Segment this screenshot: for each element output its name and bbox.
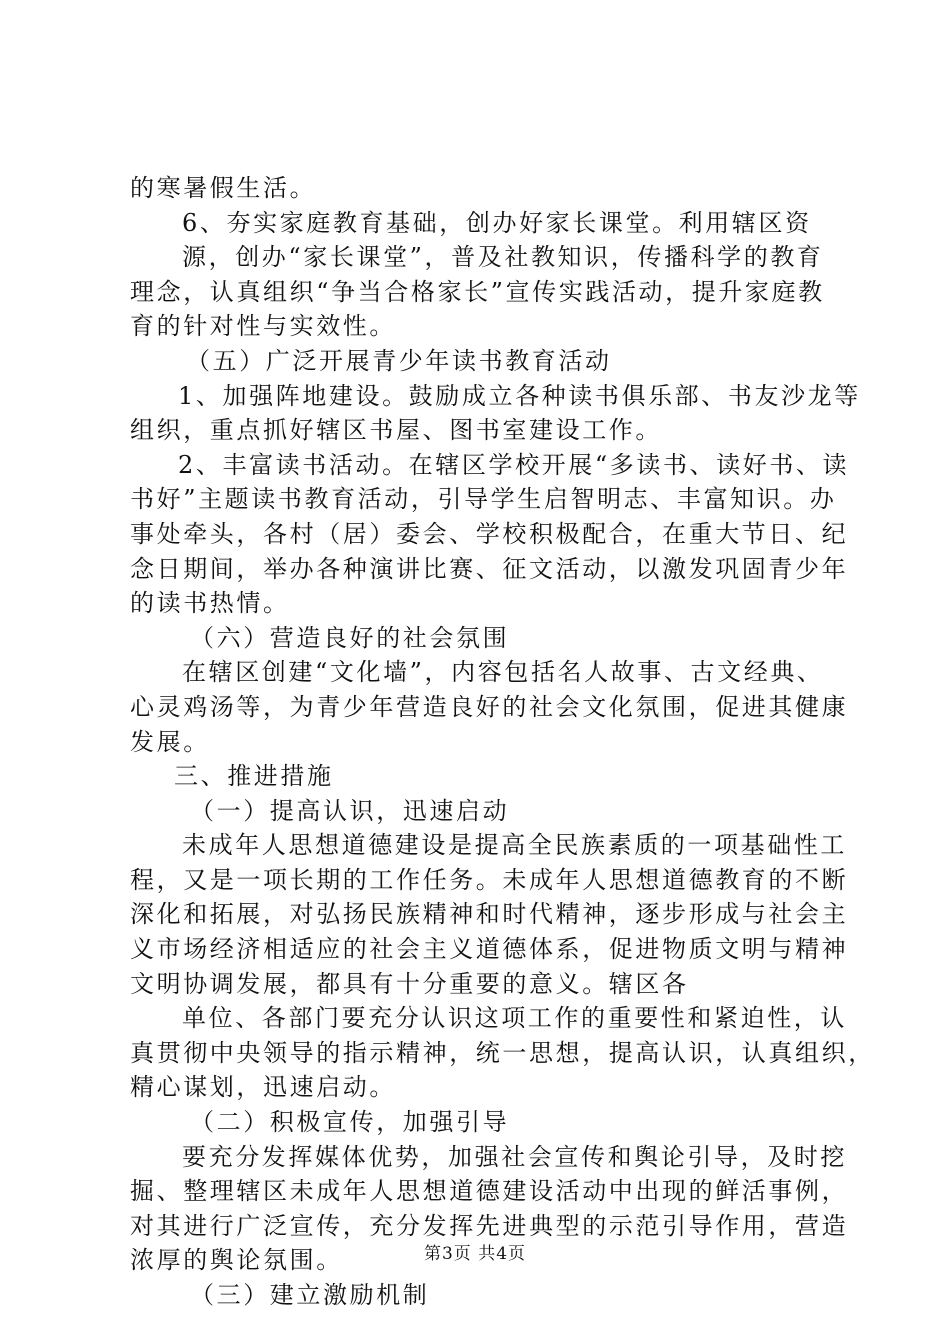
text-line: 义市场经济相适应的社会主义道德体系，促进物质文明与精神 (130, 935, 849, 964)
text-line: 书好”主题读书教育活动，引导学生启智明志、丰富知识。办 (130, 485, 837, 514)
text-line: 程，又是一项长期的工作任务。未成年人思想道德教育的不断 (130, 865, 849, 894)
text-line: 6、夯实家庭教育基础，创办好家长课堂。利用辖区资 (182, 208, 812, 237)
text-line: 心灵鸡汤等，为青少年营造良好的社会文化氛围，促进其健康 (130, 692, 849, 721)
section-heading: 三、推进措施 (174, 762, 334, 791)
text-line: 未成年人思想道德建设是提高全民族素质的一项基础性工 (182, 831, 847, 860)
text-line: 浓厚的舆论氛围。 (130, 1246, 343, 1275)
section-heading: （六）营造良好的社会氛围 (190, 623, 510, 652)
section-heading: （二）积极宣传，加强引导 (190, 1108, 510, 1137)
text-line: 念日期间，举办各种演讲比赛、征文活动，以激发巩固青少年 (130, 554, 849, 583)
text-line: 的读书热情。 (130, 589, 290, 618)
text-line: 掘、整理辖区未成年人思想道德建设活动中出现的鲜活事例， (130, 1177, 849, 1206)
text-line: 事处牵头，各村（居）委会、学校积极配合，在重大节日、纪 (130, 519, 849, 548)
text-line: 在辖区创建“文化墙”，内容包括名人故事、古文经典、 (182, 658, 824, 687)
text-line: 1、加强阵地建设。鼓励成立各种读书俱乐部、书友沙龙等 (178, 381, 861, 410)
text-line: 对其进行广泛宣传，充分发挥先进典型的示范引导作用，营造 (130, 1211, 849, 1240)
text-line: 深化和拓展，对弘扬民族精神和时代精神，逐步形成与社会主 (130, 900, 849, 929)
text-line: 源，创办“家长课堂”，普及社教知识，传播科学的教育 (182, 243, 824, 272)
text-line: 单位、各部门要充分认识这项工作的重要性和紧迫性，认 (182, 1004, 847, 1033)
text-line: 发展。 (130, 727, 210, 756)
text-line: 精心谋划，迅速启动。 (130, 1073, 396, 1102)
text-line: 真贯彻中央领导的指示精神，统一思想，提高认识，认真组织， (130, 1038, 875, 1067)
section-heading: （一）提高认识，迅速启动 (190, 796, 510, 825)
section-heading: （五）广泛开展青少年读书教育活动 (186, 346, 612, 375)
text-line: 文明协调发展，都具有十分重要的意义。辖区各 (130, 969, 689, 998)
text-line: 组织，重点抓好辖区书屋、图书室建设工作。 (130, 416, 662, 445)
text-line: 育的针对性与实效性。 (130, 312, 396, 341)
text-line: 2、丰富读书活动。在辖区学校开展“多读书、读好书、读 (178, 450, 850, 479)
section-heading: （三）建立激励机制 (190, 1281, 430, 1309)
text-line: 的寒暑假生活。 (130, 174, 317, 202)
page-number-footer: 第3页 共4页 (423, 1244, 527, 1264)
document-body (130, 171, 875, 1313)
text-line: 理念，认真组织“争当合格家长”宣传实践活动，提升家庭教 (130, 277, 825, 306)
text-line: 要充分发挥媒体优势，加强社会宣传和舆论引导，及时挖 (182, 1142, 847, 1171)
